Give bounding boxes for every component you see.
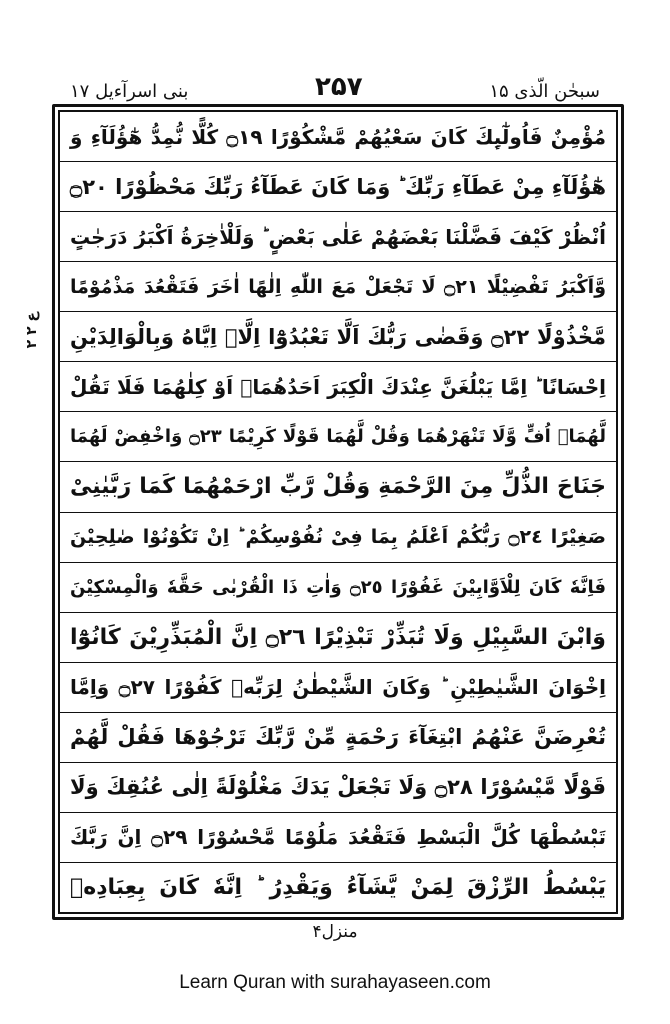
juz-name: سبحٰن الّذی ۱۵: [489, 81, 600, 102]
text-line: وَّاَكْبَرُ تَفْضِیْلًا ۝٢١ لَا تَجْعَلْ مَعَ اللّٰهِ اِلٰهًا اٰخَرَ فَتَقْعُدَ مَذْمُوْمًا: [60, 262, 616, 312]
text-line: تُعْرِضَنَّ عَنْهُمُ ابْتِغَآءَ رَحْمَةٍ مِّنْ رَّبِّكَ تَرْجُوْهَا فَقُلْ لَّهُمْ: [60, 713, 616, 763]
text-line: قَوْلًا مَّیْسُوْرًا ۝٢٨ وَلَا تَجْعَلْ یَدَكَ مَغْلُوْلَةً اِلٰى عُنُقِكَ وَلَا: [60, 763, 616, 813]
text-line: صَغِیْرًا ۝٢٤ رَبُّكُمْ اَعْلَمُ بِمَا فِیْ نُفُوْسِكُمْ ؕ اِنْ تَكُوْنُوْا صٰلِحِیْنَ: [60, 513, 616, 563]
ruku-margin-mark: ع ۲ ۲: [24, 312, 40, 349]
text-line: اِحْسَانًا ؕ اِمَّا یَبْلُغَنَّ عِنْدَكَ الْكِبَرَ اَحَدُهُمَاۤ اَوْ كِلٰهُمَا فَلَا تَقُلْ: [60, 362, 616, 412]
footer-watermark: Learn Quran with surahayaseen.com: [179, 972, 491, 993]
page-header: [70, 62, 600, 102]
surah-name: بنی اسرآءیل ۱۷: [70, 81, 189, 102]
text-line: هٰٓؤُلَآءِ مِنْ عَطَآءِ رَبِّكَ ؕ وَمَا كَانَ عَطَآءُ رَبِّكَ مَحْظُوْرًا ۝٢٠: [60, 162, 616, 212]
text-line: فَاِنَّهٗ كَانَ لِلْاَوَّابِیْنَ غَفُوْرًا ۝٢٥ وَاٰتِ ذَا الْقُرْبٰى حَقَّهٗ وَالْمِسْكِیْنَ: [60, 563, 616, 613]
text-line: اِخْوَانَ الشَّیٰطِیْنِ ؕ وَكَانَ الشَّیْطٰنُ لِرَبِّهٖ كَفُوْرًا ۝٢٧ وَاِمَّا: [60, 663, 616, 713]
text-line: یَبْسُطُ الرِّزْقَ لِمَنْ یَّشَآءُ وَیَقْدِرُ ؕ اِنَّهٗ كَانَ بِعِبَادِهٖ: [70, 874, 606, 900]
text-line: مَّخْذُوْلًا ۝٢٢ وَقَضٰى رَبُّكَ اَلَّا تَعْبُدُوْٓا اِلَّاۤ اِیَّاهُ وَبِالْوَالِدَیْنِ: [60, 312, 616, 362]
text-line: مُؤْمِنٌ فَاُولٰٓىِٕكَ كَانَ سَعْیُهُمْ مَّشْكُوْرًا ۝١٩ كُلًّا نُّمِدُّ هٰٓؤُلَآءِ وَ: [60, 112, 616, 162]
text-line: اُنْظُرْ كَیْفَ فَضَّلْنَا بَعْضَهُمْ عَلٰى بَعْضٍ ؕ وَلَلْاٰخِرَةُ اَكْبَرُ دَرَجٰتٍ: [60, 212, 616, 262]
quran-text-block: [60, 112, 616, 912]
text-line: لَّهُمَاۤ اُفٍّ وَّلَا تَنْهَرْهُمَا وَقُلْ لَّهُمَا قَوْلًا كَرِیْمًا ۝٢٣ وَاخْفِضْ لَهُمَا: [60, 412, 616, 462]
page-number: ۲۵۷: [315, 72, 363, 102]
manzil-label: منزل۴: [312, 922, 358, 942]
text-line: وَابْنَ السَّبِیْلِ وَلَا تُبَذِّرْ تَبْذِیْرًا ۝٢٦ اِنَّ الْمُبَذِّرِیْنَ كَانُوْٓا: [60, 613, 616, 663]
text-line: تَبْسُطْهَا كُلَّ الْبَسْطِ فَتَقْعُدَ مَلُوْمًا مَّحْسُوْرًا ۝٢٩ اِنَّ رَبَّكَ: [60, 813, 616, 863]
text-line: جَنَاحَ الذُّلِّ مِنَ الرَّحْمَةِ وَقُلْ رَّبِّ ارْحَمْهُمَا كَمَا رَبَّیٰنِیْ: [60, 462, 616, 512]
